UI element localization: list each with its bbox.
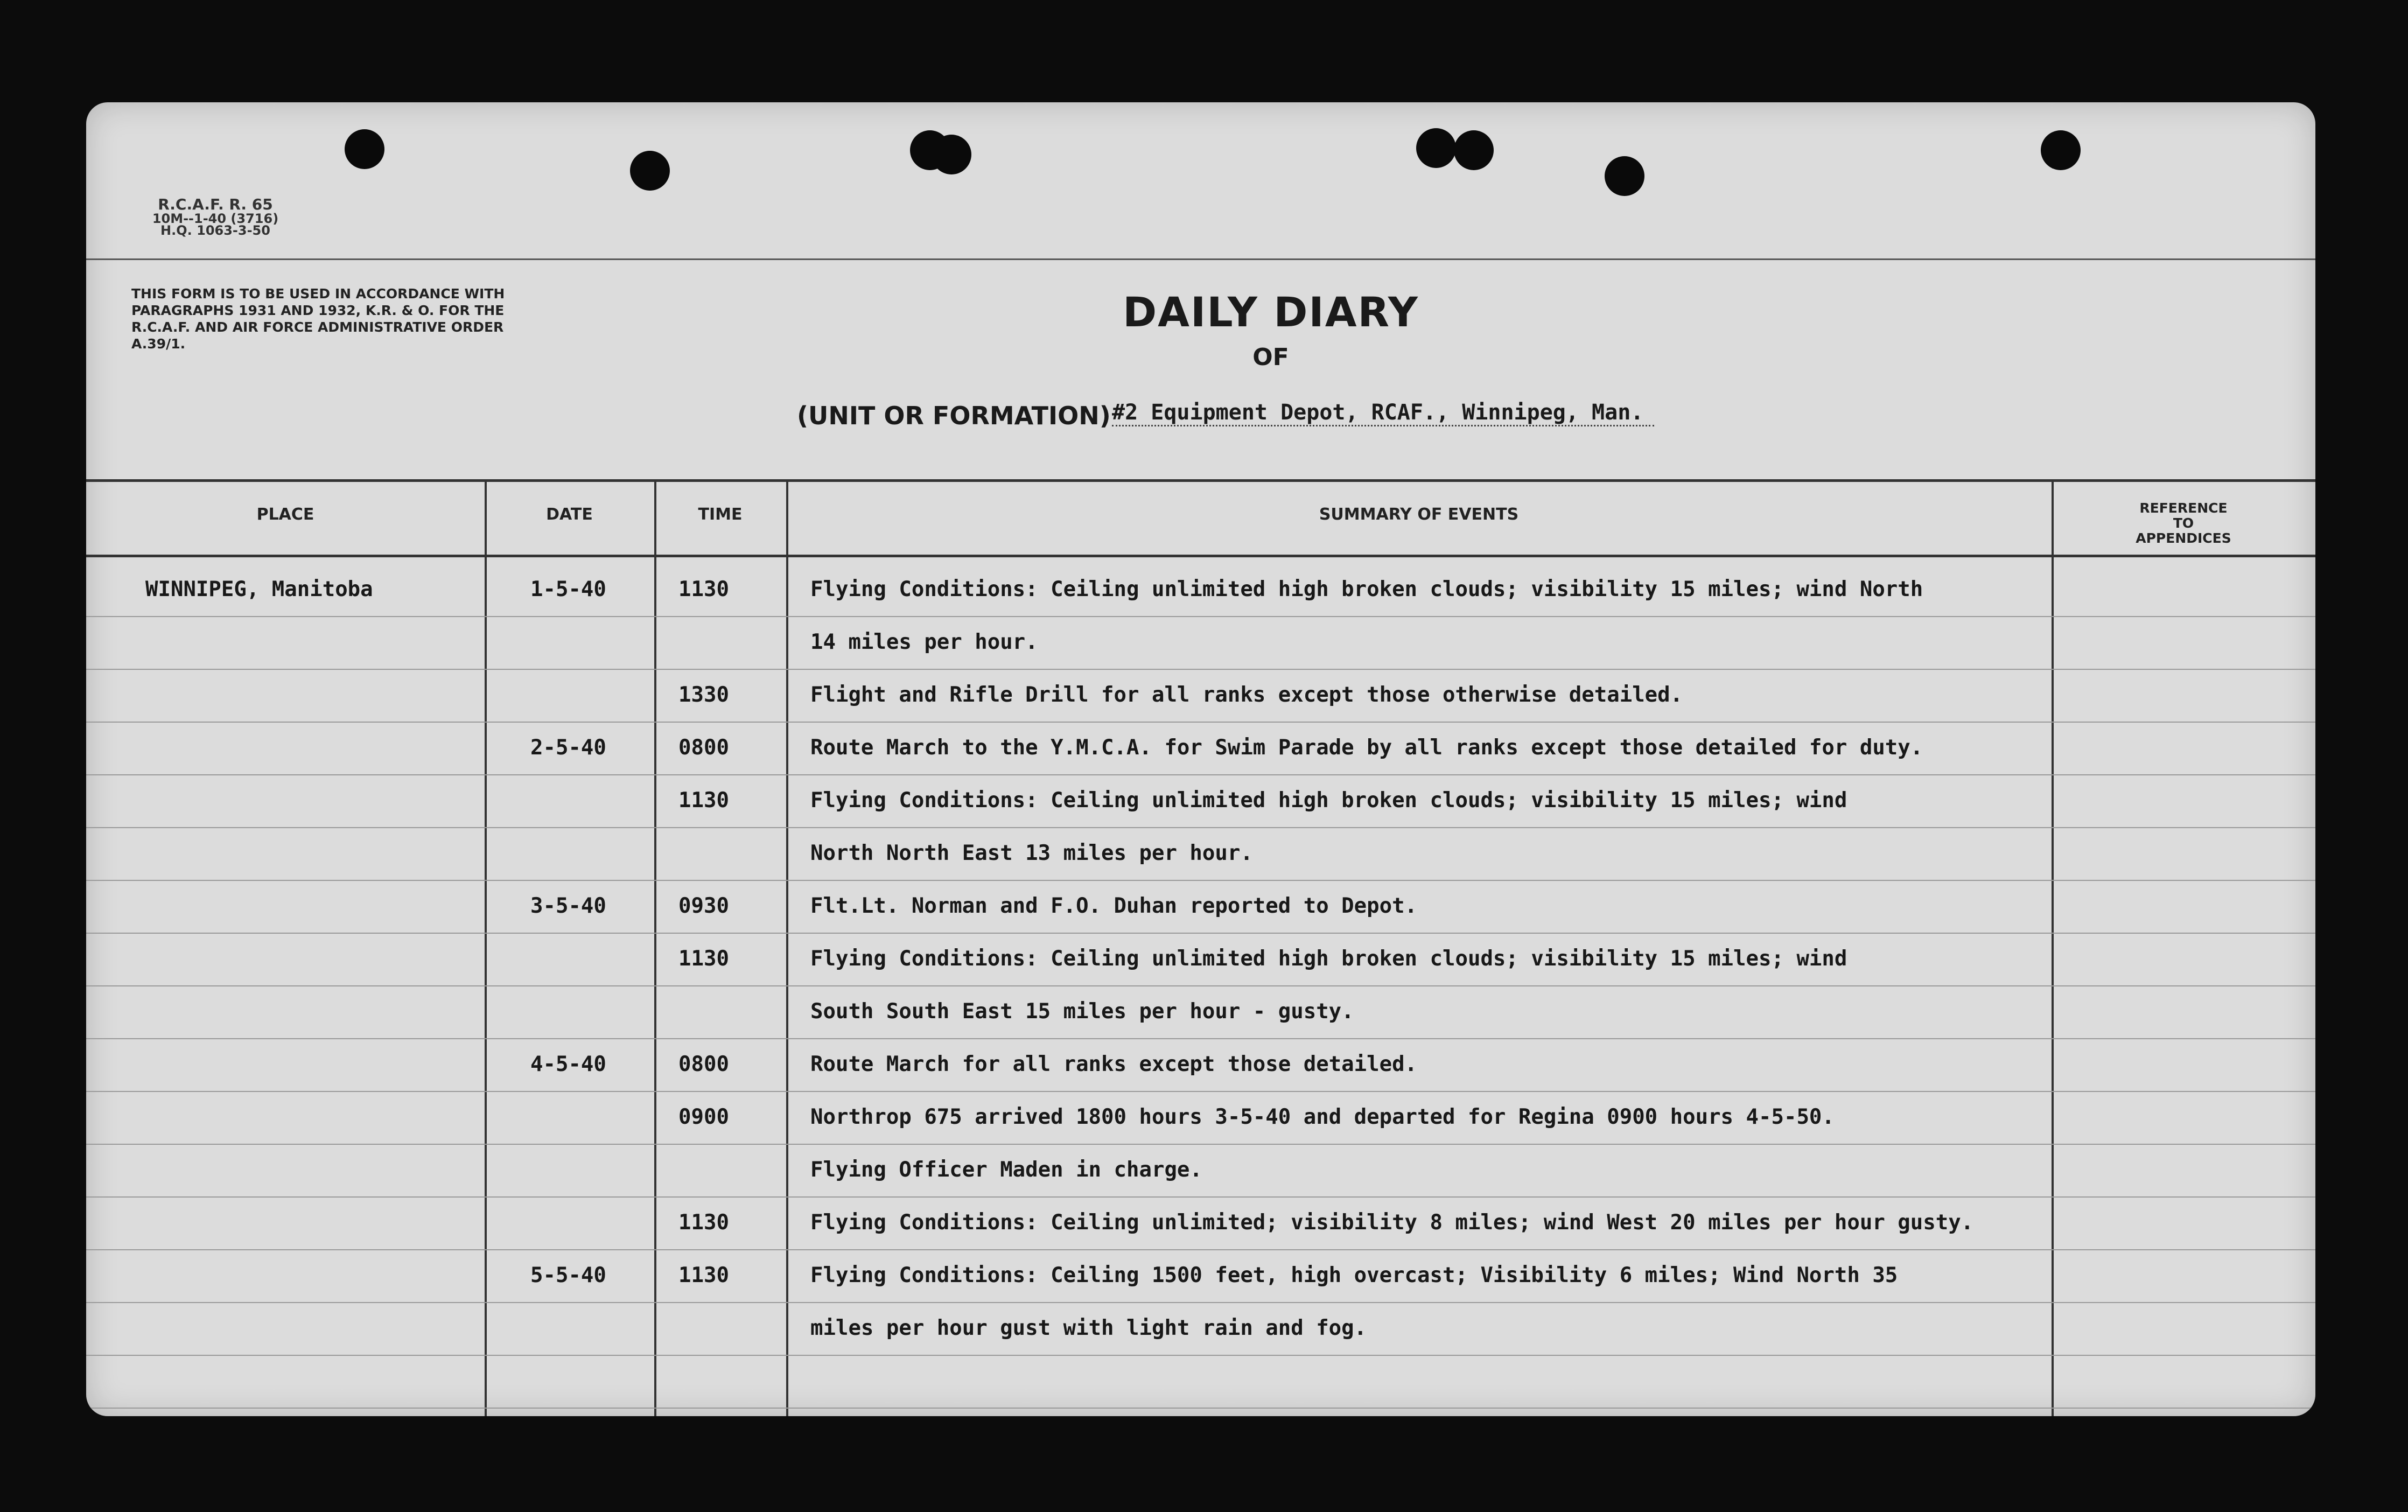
header-reference-line: REFERENCE bbox=[2139, 500, 2228, 516]
cell-summary: Flying Conditions: Ceiling unlimited high broken clouds; visibility 15 miles; wind bbox=[810, 947, 1847, 971]
page-title: DAILY DIARY bbox=[1123, 288, 1419, 336]
ruled-line bbox=[86, 722, 2315, 723]
cell-summary: miles per hour gust with light rain and fog. bbox=[810, 1316, 1367, 1340]
diary-table bbox=[86, 479, 2315, 1416]
ruled-line bbox=[86, 880, 2315, 881]
table-header-border bbox=[86, 555, 2315, 557]
cell-summary: Flying Conditions: Ceiling unlimited high broken clouds; visibility 15 miles; wind North bbox=[810, 577, 1923, 601]
cell-time: 1130 bbox=[678, 947, 729, 971]
punch-hole bbox=[932, 135, 971, 174]
ruled-line bbox=[86, 669, 2315, 670]
header-reference-line: APPENDICES bbox=[2136, 530, 2231, 546]
cell-summary: North North East 13 miles per hour. bbox=[810, 841, 1253, 865]
form-code-line: R.C.A.F. R. 65 bbox=[158, 195, 273, 213]
punch-hole bbox=[1605, 156, 1644, 196]
cell-date: 2-5-40 bbox=[530, 736, 606, 760]
ruled-line bbox=[86, 1091, 2315, 1092]
header-time: TIME bbox=[698, 505, 743, 524]
cell-summary: Northrop 675 arrived 1800 hours 3-5-40 and departed for Regina 0900 hours 4-5-50. bbox=[810, 1105, 1835, 1129]
cell-summary: Route March for all ranks except those detailed. bbox=[810, 1052, 1418, 1076]
form-code-line: H.Q. 1063-3-50 bbox=[160, 223, 270, 238]
header-place: PLACE bbox=[256, 505, 314, 524]
ruled-line bbox=[86, 1144, 2315, 1145]
column-divider bbox=[654, 479, 656, 1416]
cell-summary: 14 miles per hour. bbox=[810, 630, 1038, 654]
punch-hole bbox=[1416, 128, 1456, 168]
column-divider bbox=[485, 479, 487, 1416]
unit-value: #2 Equipment Depot, RCAF., Winnipeg, Man. bbox=[1112, 400, 1654, 426]
header-reference bbox=[2052, 501, 2315, 546]
ruled-line bbox=[86, 1408, 2315, 1409]
cell-time: 1130 bbox=[678, 577, 729, 601]
form-instructions: THIS FORM IS TO BE USED IN ACCORDANCE WITH PARAGRAPHS 1931 AND 1932, K.R. & O. FOR THE R.C.A.F. AND AIR FORCE ADMINISTRATIVE ORDER A.39/1. bbox=[131, 286, 505, 352]
cell-date: 4-5-40 bbox=[530, 1052, 606, 1076]
cell-summary: Flt.Lt. Norman and F.O. Duhan reported to Depot. bbox=[810, 894, 1418, 918]
column-divider bbox=[786, 479, 788, 1416]
cell-time: 1130 bbox=[678, 1210, 729, 1235]
punch-hole bbox=[2041, 130, 2081, 170]
cell-place: WINNIPEG, Manitoba bbox=[145, 577, 373, 601]
ruled-line bbox=[86, 1249, 2315, 1250]
cell-summary: Route March to the Y.M.C.A. for Swim Parade by all ranks except those detailed for duty. bbox=[810, 736, 1923, 760]
form-code-line: 10M--1-40 (3716) bbox=[152, 211, 279, 226]
column-divider bbox=[2052, 479, 2054, 1416]
cell-date: 1-5-40 bbox=[530, 577, 606, 601]
cell-summary: South South East 15 miles per hour - gusty. bbox=[810, 999, 1354, 1024]
ruled-line bbox=[86, 1302, 2315, 1303]
cell-time: 0900 bbox=[678, 1105, 729, 1129]
ruled-line bbox=[86, 827, 2315, 828]
ruled-line bbox=[86, 616, 2315, 617]
cell-time: 0800 bbox=[678, 736, 729, 760]
cell-summary: Flying Officer Maden in charge. bbox=[810, 1158, 1202, 1182]
cell-summary: Flying Conditions: Ceiling 1500 feet, high overcast; Visibility 6 miles; Wind North 35 bbox=[810, 1263, 1898, 1287]
cell-summary: Flight and Rifle Drill for all ranks except those otherwise detailed. bbox=[810, 683, 1683, 707]
cell-time: 0800 bbox=[678, 1052, 729, 1076]
punch-hole bbox=[630, 151, 670, 191]
page-subtitle: OF bbox=[1252, 344, 1289, 371]
cell-date: 5-5-40 bbox=[530, 1263, 606, 1287]
form-code bbox=[135, 197, 296, 236]
header-date: DATE bbox=[546, 505, 593, 524]
header-reference-line: TO bbox=[2173, 515, 2194, 531]
cell-summary: Flying Conditions: Ceiling unlimited; visibility 8 miles; wind West 20 miles per hour gusty. bbox=[810, 1210, 1974, 1235]
header-divider bbox=[86, 258, 2315, 260]
ruled-line bbox=[86, 1355, 2315, 1356]
cell-time: 1330 bbox=[678, 683, 729, 707]
header-summary: SUMMARY OF EVENTS bbox=[1319, 505, 1519, 524]
ruled-line bbox=[86, 774, 2315, 775]
ruled-line bbox=[86, 933, 2315, 934]
cell-time: 1130 bbox=[678, 1263, 729, 1287]
unit-label: (UNIT OR FORMATION) bbox=[797, 401, 1111, 430]
cell-summary: Flying Conditions: Ceiling unlimited high broken clouds; visibility 15 miles; wind bbox=[810, 788, 1847, 813]
diary-form-card bbox=[86, 102, 2315, 1416]
punch-hole bbox=[345, 129, 384, 169]
punch-hole bbox=[1454, 130, 1494, 170]
ruled-line bbox=[86, 1038, 2315, 1039]
cell-time: 0930 bbox=[678, 894, 729, 918]
cell-time: 1130 bbox=[678, 788, 729, 813]
table-top-border bbox=[86, 479, 2315, 482]
ruled-line bbox=[86, 985, 2315, 986]
cell-date: 3-5-40 bbox=[530, 894, 606, 918]
ruled-line bbox=[86, 1196, 2315, 1198]
